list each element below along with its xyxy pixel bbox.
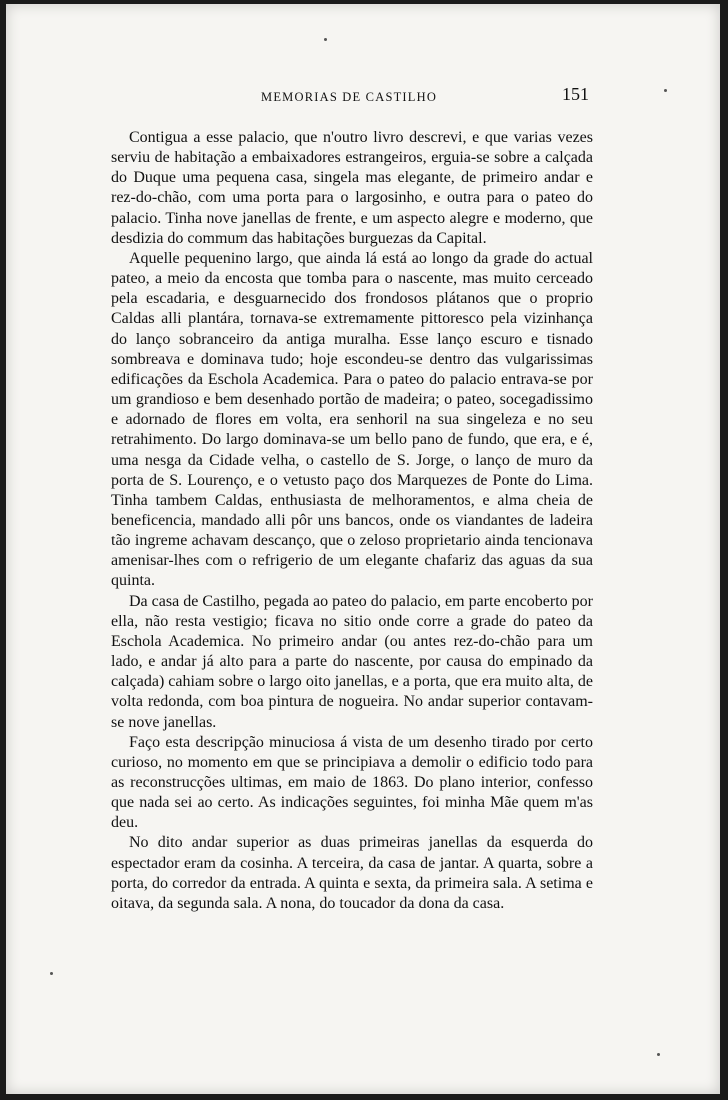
running-title: MEMORIAS DE CASTILHO bbox=[261, 90, 438, 104]
body-text bbox=[111, 128, 593, 914]
ink-speck bbox=[324, 38, 327, 41]
page-number: 151 bbox=[562, 84, 589, 104]
paragraph: No dito andar superior as duas primeiras janellas da esquerda do espectador eram da cosinha. A terceira, da casa de jantar. A quarta, sobre a porta, do corredor da entrada. A quinta e sexta, da primeira sala. A setima e oitava, da segunda sala. A nona, do toucador da dona da casa. bbox=[111, 834, 593, 912]
page-header bbox=[111, 84, 591, 110]
paragraph: Aquelle pequenino largo, que ainda lá está ao longo da grade do actual pateo, a meio da encosta que tomba para o nascente, mas muito cerceado pela escadaria, e desguarnecido dos frondosos plátanos que o proprio Caldas alli plantára, tornava-se extremamente pittoresco pela vizinhança do lanço sobranceiro da antiga muralha. Esse lanço escuro e tisnado sombreava e dominava tudo; hoje escondeu-se dentro das vulgarissimas edificações da Eschola Academica. Para o pateo do palacio entrava-se por um grandioso e bem desenhado portão de madeira; o pateo, socegadissimo e adornado de flores em volta, era senhoril na sua singeleza e no seu retrahimento. Do largo dominava-se um bello pano de fundo, que era, e é, uma nesga da Cidade velha, o castello de S. Jorge, o lanço de muro da porta de S. Lourenço, e o vetusto paço dos Marquezes de Ponte do Lima. Tinha tambem Caldas, enthusiasta de melhoramentos, e alma cheia de beneficencia, mandado alli pôr uns bancos, onde os viandantes de ladeira tão ingreme achavam descanço, que o zeloso proprietario ainda tencionava amenisar-lhes com o refrigerio de um elegante chafariz das aguas da sua quinta. bbox=[111, 249, 593, 590]
ink-speck bbox=[50, 972, 53, 975]
paragraph: Da casa de Castilho, pegada ao pateo do palacio, em parte encoberto por ella, não resta vestigio; ficava no sitio onde corre a grade do pateo da Eschola Academica. No primeiro andar (ou antes rez-do-chão para um lado, e andar já alto para a parte do nascente, por causa do empinado da calçada) cahiam sobre o largo oito janellas, e a porta, que era muito alta, de volta redonda, com boa pintura de nogueira. No andar superior contavam-se nove janellas. bbox=[111, 592, 593, 731]
paragraph: Faço esta descripção minuciosa á vista de um desenho tirado por certo curioso, no momento em que se principiava a demolir o edificio todo para as reconstrucções ultimas, em maio de 1863. Do plano interior, confesso que nada sei ao certo. As indicações seguintes, foi minha Mãe quem m'as deu. bbox=[111, 733, 593, 832]
ink-speck bbox=[664, 89, 667, 92]
book-page bbox=[6, 4, 720, 1094]
paragraph: Contigua a esse palacio, que n'outro livro descrevi, e que varias vezes serviu de habitação a embaixadores estrangeiros, erguia-se sobre a calçada do Duque uma pequena casa, singela mas elegante, de primeiro andar e rez-do-chão, com uma porta para o largosinho, e outra para o pateo do palacio. Tinha nove janellas de frente, e um aspecto alegre e moderno, que desdizia do commum das habitações burguezas da Capital. bbox=[111, 129, 593, 247]
ink-speck bbox=[657, 1053, 660, 1056]
